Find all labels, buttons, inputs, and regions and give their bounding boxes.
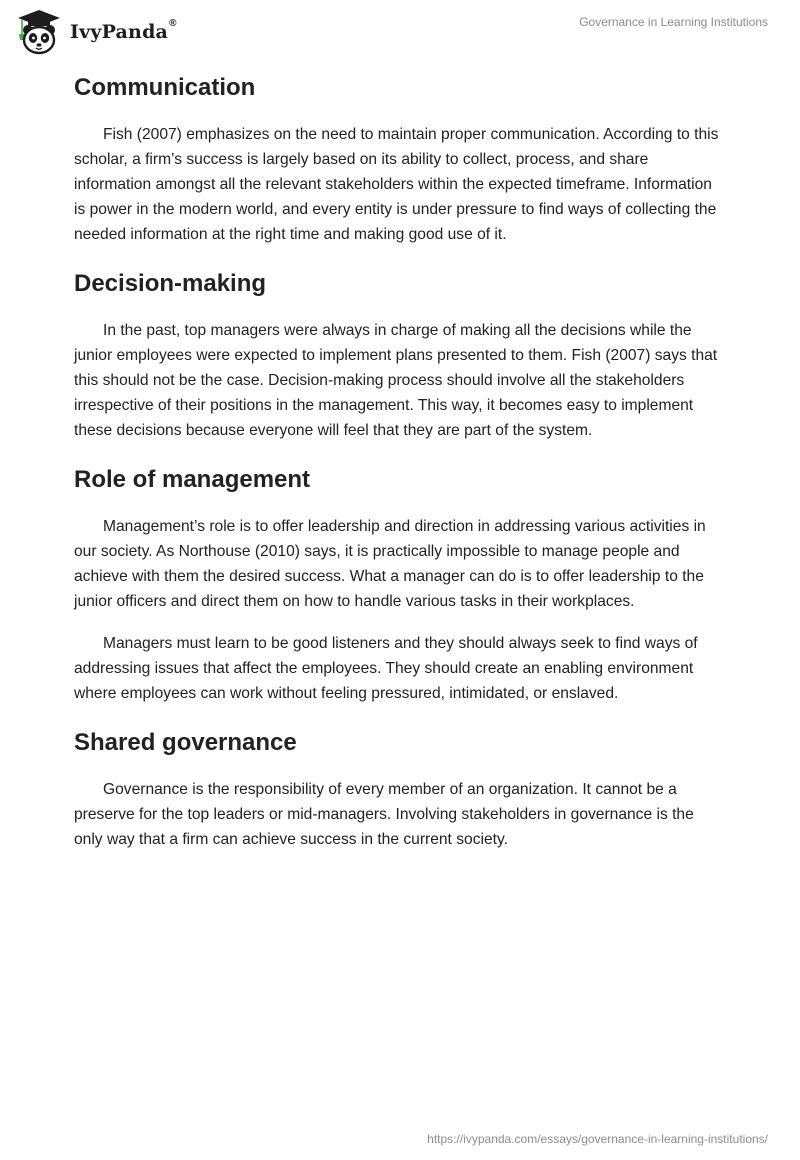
section-paragraph: Management’s role is to offer leadership and direction in addressing various activities in our society. As Northouse (2010) says, it is practically impossible to manage people and achieve with them the desired success. What a manager can do is to offer leadership to the junior officers and direct them on how to handle various tasks in their workplaces. <box>74 518 706 610</box>
panda-logo-icon <box>14 8 64 56</box>
source-url-link[interactable]: https://ivypanda.com/essays/governance-in-learning-institutions/ <box>427 1132 768 1146</box>
brand-name: IvyPanda® <box>70 18 177 43</box>
brand-logo[interactable] <box>14 8 177 56</box>
page-header <box>0 0 800 60</box>
section-paragraph: Governance is the responsibility of every member of an organization. It cannot be a preserve for the top leaders or mid-managers. Involving stakeholders in governance is the only way that a firm can achieve success in the current society. <box>74 781 694 848</box>
section-paragraph: In the past, top managers were always in charge of making all the decisions while the junior employees were expected to implement plans presented to them. Fish (2007) says that this should not be the case. Decision-making process should involve all the stakeholders irrespective of their positions in the management. This way, it becomes easy to implement these decisions because everyone will feel that they are part of the system. <box>74 322 718 439</box>
section-shared-governance <box>74 726 726 852</box>
section-heading: Communication <box>74 74 256 101</box>
registered-mark: ® <box>169 18 177 29</box>
document-title: Governance in Learning Institutions <box>579 15 768 29</box>
section-paragraph: Managers must learn to be good listeners and they should always seek to find ways of addressing issues that affect the employees. They should create an enabling environment where employees can work without feeling pressured, intimidated, or enslaved. <box>74 635 698 702</box>
section-heading: Decision-making <box>74 270 267 297</box>
section-paragraph: Fish (2007) emphasizes on the need to maintain proper communication. According to this scholar, a firm’s success is largely based on its ability to collect, process, and share information amongst all the relevant stakeholders within the expected timeframe. Information is power in the modern world, and every entity is under pressure to find ways of collecting the needed information at the right time and making good use of it. <box>74 126 719 243</box>
section-heading: Shared governance <box>74 729 297 756</box>
section-heading: Role of management <box>74 466 311 493</box>
section-communication <box>74 71 726 247</box>
section-role-of-management <box>74 463 726 706</box>
section-decision-making <box>74 267 726 443</box>
essay-content <box>74 71 726 852</box>
